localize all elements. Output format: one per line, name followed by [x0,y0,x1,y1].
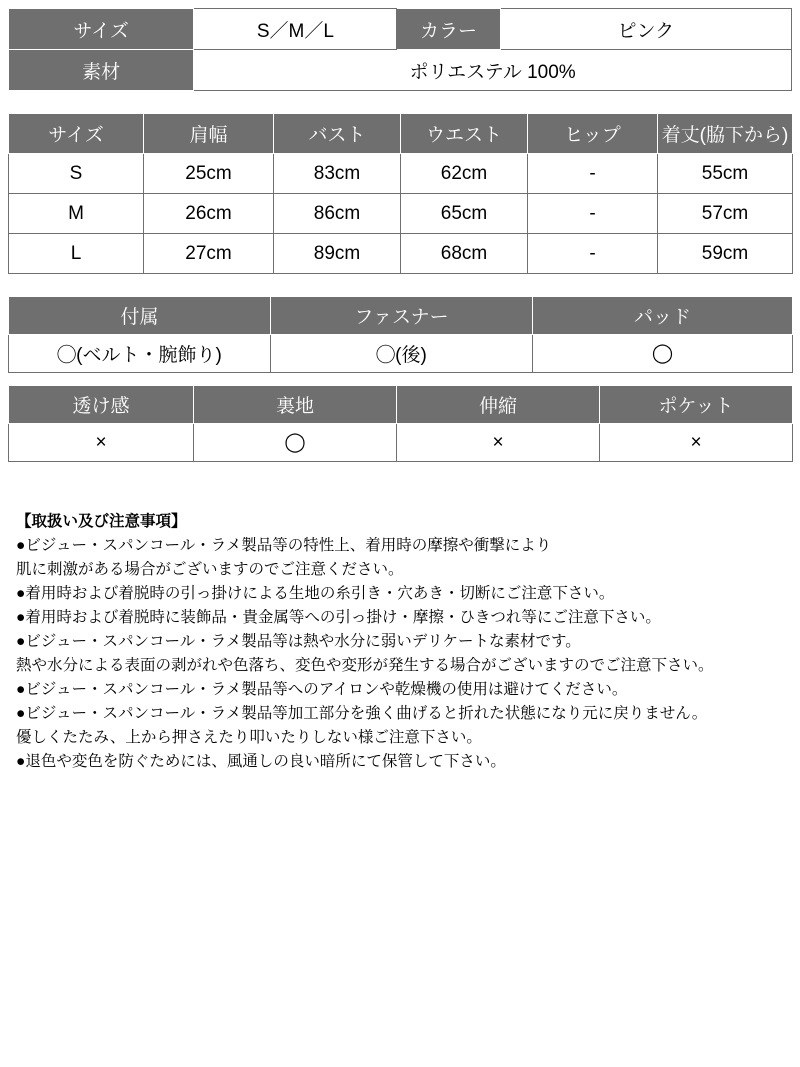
care-instructions [8,510,792,774]
basic-info-label-color: カラー [397,9,500,50]
feature-value-zipper: ◯(後) [271,335,533,373]
basic-info-label-size: サイズ [9,9,194,50]
spacer [8,274,792,296]
size-chart-cell: 26cm [144,194,274,234]
feature-value-pad: ◯ [533,335,793,373]
table-row [9,234,793,274]
features-table-attachments [8,296,793,373]
feature-value-sheerness: × [9,424,194,462]
table-row [9,424,793,462]
size-chart-header-length: 着丈(脇下から) [658,114,793,154]
table-row [9,154,793,194]
size-chart-cell: L [9,234,144,274]
feature-value-pocket: × [600,424,793,462]
care-instructions-line: ●ビジュー・スパンコール・ラメ製品等の特性上、着用時の摩擦や衝撃により [16,537,552,555]
size-chart-header-bust: バスト [274,114,401,154]
size-chart-cell: 62cm [401,154,528,194]
care-instructions-line: ●退色や変色を防ぐためには、風通しの良い暗所にて保管して下さい。 [16,753,506,771]
size-chart-cell: - [528,194,658,234]
care-instructions-line: ●ビジュー・スパンコール・ラメ製品等へのアイロンや乾燥機の使用は避けてください。 [16,681,628,699]
feature-value-attachment: ◯(ベルト・腕飾り) [9,335,271,373]
care-instructions-line: ●ビジュー・スパンコール・ラメ製品等加工部分を強く曲げると折れた状態になり元に戻りません。 [16,705,708,723]
size-chart-cell: 83cm [274,154,401,194]
spacer [8,462,792,510]
feature-header-stretch: 伸縮 [397,386,600,424]
feature-value-lining: ◯ [194,424,397,462]
size-chart-header-waist: ウエスト [401,114,528,154]
table-row [9,335,793,373]
size-chart-header-size: サイズ [9,114,144,154]
care-instructions-line: 優しくたたみ、上から押さえたり叩いたりしない様ご注意下さい。 [16,729,482,747]
size-chart-cell: 68cm [401,234,528,274]
table-row [9,297,793,335]
care-instructions-line: ●着用時および着脱時に装飾品・貴金属等への引っ掛け・摩擦・ひきつれ等にご注意下さい。 [16,609,661,627]
basic-info-table [8,8,792,91]
basic-info-value-material: ポリエステル 100% [194,50,792,91]
size-chart-cell: 27cm [144,234,274,274]
feature-header-lining: 裏地 [194,386,397,424]
size-chart-cell: M [9,194,144,234]
features-table-properties [8,385,793,462]
feature-value-stretch: × [397,424,600,462]
size-chart-header-row [9,114,793,154]
size-chart-header-shoulder: 肩幅 [144,114,274,154]
table-row [9,386,793,424]
spacer [8,373,792,385]
size-chart-cell: 59cm [658,234,793,274]
feature-header-zipper: ファスナー [271,297,533,335]
size-chart-cell: 65cm [401,194,528,234]
size-chart-cell: - [528,154,658,194]
basic-info-value-color: ピンク [500,9,791,50]
care-instructions-title: 【取扱い及び注意事項】 [16,513,187,530]
basic-info-value-size: S／M／L [194,9,397,50]
size-chart-cell: - [528,234,658,274]
size-chart-cell: S [9,154,144,194]
feature-header-attachment: 付属 [9,297,271,335]
size-chart-cell: 25cm [144,154,274,194]
care-instructions-line: 肌に刺激がある場合がございますのでご注意ください。 [16,561,404,579]
care-instructions-line: ●着用時および着脱時の引っ掛けによる生地の糸引き・穴あき・切断にご注意下さい。 [16,585,615,603]
care-instructions-line: 熱や水分による表面の剥がれや色落ち、変色や変形が発生する場合がございますのでご注意下さい。 [16,657,714,675]
table-row [9,194,793,234]
spacer [8,91,792,113]
care-instructions-line: ●ビジュー・スパンコール・ラメ製品等は熱や水分に弱いデリケートな素材です。 [16,633,581,651]
feature-header-sheerness: 透け感 [9,386,194,424]
size-chart-header-hip: ヒップ [528,114,658,154]
basic-info-label-material: 素材 [9,50,194,91]
table-row [9,50,792,91]
size-chart-cell: 55cm [658,154,793,194]
size-chart-table [8,113,793,274]
size-chart-cell: 86cm [274,194,401,234]
feature-header-pocket: ポケット [600,386,793,424]
size-chart-cell: 89cm [274,234,401,274]
size-chart-cell: 57cm [658,194,793,234]
table-row [9,9,792,50]
feature-header-pad: パッド [533,297,793,335]
